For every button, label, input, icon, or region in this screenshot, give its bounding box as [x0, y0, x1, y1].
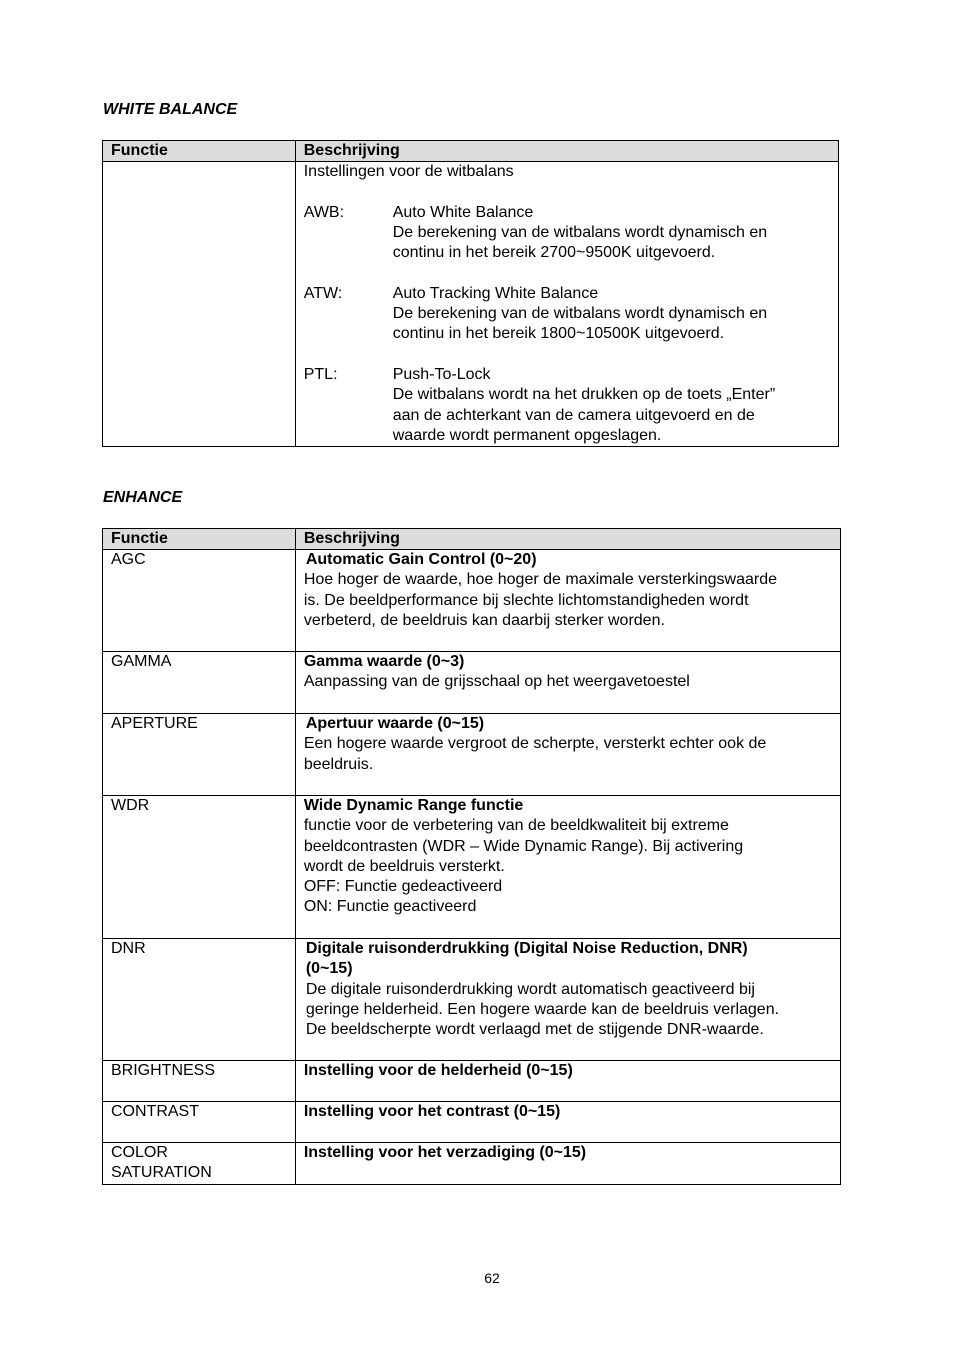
mode-desc-line: De berekening van de witbalans wordt dynamisch en — [392, 223, 768, 241]
table-row-agc — [103, 550, 841, 652]
row-line: De beeldscherpte wordt verlaagd met de stijgende DNR-waarde. — [305, 1021, 764, 1039]
function-cell — [103, 1143, 296, 1185]
white-balance-table — [102, 140, 839, 447]
page-number: 62 — [484, 1270, 500, 1286]
description-cell — [295, 939, 840, 1061]
description-cell — [295, 1061, 840, 1102]
description-cell — [295, 652, 840, 714]
function-cell — [103, 162, 296, 447]
mode-name: Auto Tracking White Balance — [392, 284, 599, 302]
table-header-row — [103, 529, 841, 550]
description-cell — [295, 1102, 840, 1143]
description-cell — [295, 162, 838, 447]
row-line: geringe helderheid. Een hogere waarde kan de beeldruis verlagen. — [305, 1000, 780, 1018]
table-row-color-saturation — [103, 1143, 841, 1185]
row-line: De digitale ruisonderdrukking wordt automatisch geactiveerd bij — [305, 980, 755, 998]
table-row-wdr — [103, 796, 841, 939]
header-functie: Functie — [103, 529, 296, 550]
table-row-dnr — [103, 939, 841, 1061]
description-cell — [295, 714, 840, 796]
header-beschrijving: Beschrijving — [295, 529, 840, 550]
row-heading: Wide Dynamic Range functie — [303, 797, 524, 814]
row-heading: Apertuur waarde (0~15) — [305, 715, 485, 732]
description-cell — [295, 550, 840, 652]
row-heading: Instelling voor het verzadiging (0~15) — [303, 1144, 587, 1161]
description-cell — [295, 1143, 840, 1185]
enhance-table — [102, 528, 841, 1185]
row-heading: Digitale ruisonderdrukking (Digital Noise Reduction, DNR) — [305, 940, 748, 957]
row-line: OFF: Functie gedeactiveerd — [303, 878, 503, 896]
row-line: functie voor de verbetering van de beeldkwaliteit bij extreme — [303, 817, 729, 835]
function-cell: AGC — [103, 550, 296, 652]
table-header-row — [103, 141, 839, 162]
row-heading: Automatic Gain Control (0~20) — [305, 551, 537, 568]
mode-desc-line: De witbalans wordt na het drukken op de toets „Enter” — [392, 386, 776, 404]
wb-mode-ptl — [304, 365, 830, 446]
row-line: ON: Functie geactiveerd — [303, 898, 477, 916]
mode-key: AWB: — [303, 203, 345, 221]
wb-mode-atw — [304, 284, 830, 345]
function-cell: DNR — [103, 939, 296, 1061]
wb-mode-awb — [304, 203, 830, 264]
mode-name: Auto White Balance — [392, 203, 534, 221]
mode-desc-line: continu in het bereik 1800~10500K uitgevoerd. — [392, 325, 725, 343]
header-functie: Functie — [103, 141, 296, 162]
mode-desc-line: continu in het bereik 2700~9500K uitgevoerd. — [392, 244, 716, 262]
function-cell: WDR — [103, 796, 296, 939]
wb-intro: Instellingen voor de witbalans — [303, 163, 514, 180]
row-heading: Gamma waarde (0~3) — [303, 653, 465, 670]
header-beschrijving: Beschrijving — [295, 141, 838, 162]
row-line: beeldcontrasten (WDR – Wide Dynamic Range). Bij activering — [303, 837, 744, 855]
table-row-contrast — [103, 1102, 841, 1143]
row-line: is. De beeldperformance bij slechte lichtomstandigheden wordt — [303, 591, 749, 609]
table-row-aperture — [103, 714, 841, 796]
row-line: Een hogere waarde vergroot de scherpte, versterkt echter ook de — [303, 735, 767, 753]
function-cell: APERTURE — [103, 714, 296, 796]
table-row-brightness — [103, 1061, 841, 1102]
enhance-title: ENHANCE — [103, 489, 183, 506]
row-line: Hoe hoger de waarde, hoe hoger de maximale versterkingswaarde — [303, 571, 777, 589]
function-cell: BRIGHTNESS — [103, 1061, 296, 1102]
table-row-gamma — [103, 652, 841, 714]
table-row — [103, 162, 839, 447]
row-line: Aanpassing van de grijsschaal op het weergavetoestel — [303, 673, 690, 691]
row-line: wordt de beeldruis versterkt. — [303, 857, 505, 875]
mode-key: PTL: — [303, 365, 338, 383]
description-cell — [295, 796, 840, 939]
row-heading: Instelling voor het contrast (0~15) — [303, 1103, 561, 1120]
mode-desc-line: aan de achterkant van de camera uitgevoerd en de — [392, 406, 755, 424]
function-cell: CONTRAST — [103, 1102, 296, 1143]
mode-desc-line: waarde wordt permanent opgeslagen. — [392, 426, 662, 444]
row-line: beeldruis. — [303, 755, 374, 773]
function-cell: GAMMA — [103, 652, 296, 714]
row-line: verbeterd, de beeldruis kan daarbij sterker worden. — [303, 611, 665, 629]
mode-desc-line: De berekening van de witbalans wordt dynamisch en — [392, 305, 768, 323]
mode-key: ATW: — [303, 284, 343, 302]
row-heading-cont: (0~15) — [305, 960, 353, 978]
function-label-cont: SATURATION — [111, 1164, 212, 1182]
row-heading: Instelling voor de helderheid (0~15) — [303, 1062, 573, 1079]
mode-name: Push-To-Lock — [392, 365, 491, 383]
function-label: COLOR — [111, 1144, 168, 1161]
white-balance-title: WHITE BALANCE — [103, 101, 238, 118]
